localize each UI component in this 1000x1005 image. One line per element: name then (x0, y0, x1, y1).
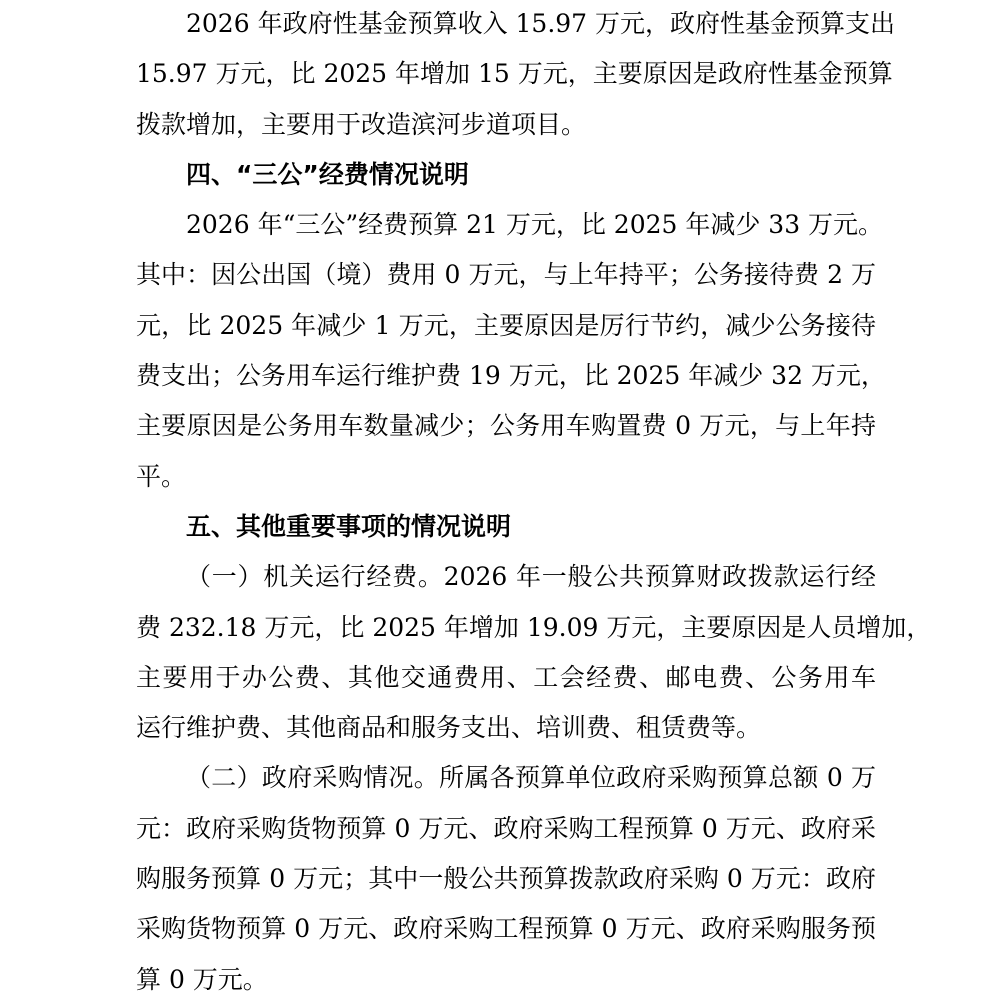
paragraph (136, 552, 932, 753)
text-line: 拨款增加，主要用于改造滨河步道项目。 (136, 109, 587, 139)
text-line: 主要原因是公务用车数量减少；公务用车购置费 0 万元，与上年持 (136, 411, 876, 441)
text-line: （一）机关运行经费。2026 年一般公共预算财政拨款运行经 (186, 562, 876, 592)
paragraph (136, 0, 896, 150)
text-line: 15.97 万元，比 2025 年增加 15 万元，主要原因是政府性基金预算 (136, 59, 893, 89)
text-line: 2026 年政府性基金预算收入 15.97 万元，政府性基金预算支出 (186, 9, 896, 38)
text-line: 算 0 万元。 (136, 964, 268, 994)
text-line: 其中：因公出国（境）费用 0 万元，与上年持平；公务接待费 2 万 (136, 260, 876, 290)
section-heading (136, 502, 876, 552)
text-line: （二）政府采购情况。所属各预算单位政府采购预算总额 0 万 (186, 763, 876, 793)
heading-text: 五、其他重要事项的情况说明 (186, 511, 512, 541)
section-heading (136, 150, 876, 200)
paragraph (136, 753, 876, 1004)
text-line: 主要用于办公费、其他交通费用、工会经费、邮电费、公务用车 (136, 662, 876, 692)
heading-text: 四、“三公”经费情况说明 (186, 159, 469, 189)
text-line: 元，比 2025 年减少 1 万元，主要原因是厉行节约，减少公务接待 (136, 310, 876, 340)
text-line: 平。 (136, 461, 187, 491)
text-line: 元：政府采购货物预算 0 万元、政府采购工程预算 0 万元、政府采 (136, 813, 876, 843)
text-line: 运行维护费、其他商品和服务支出、培训费、租赁费等。 (136, 713, 762, 743)
text-line: 购服务预算 0 万元；其中一般公共预算拨款政府采购 0 万元：政府 (136, 864, 876, 894)
document-page (136, 0, 932, 1005)
paragraph (136, 200, 886, 502)
text-line: 费 232.18 万元，比 2025 年增加 19.09 万元，主要原因是人员增加， (136, 612, 932, 642)
text-line: 2026 年“三公”经费预算 21 万元，比 2025 年减少 33 万元。 (186, 210, 884, 240)
text-line: 费支出；公务用车运行维护费 19 万元，比 2025 年减少 32 万元， (136, 361, 886, 391)
text-line: 采购货物预算 0 万元、政府采购工程预算 0 万元、政府采购服务预 (136, 914, 876, 944)
